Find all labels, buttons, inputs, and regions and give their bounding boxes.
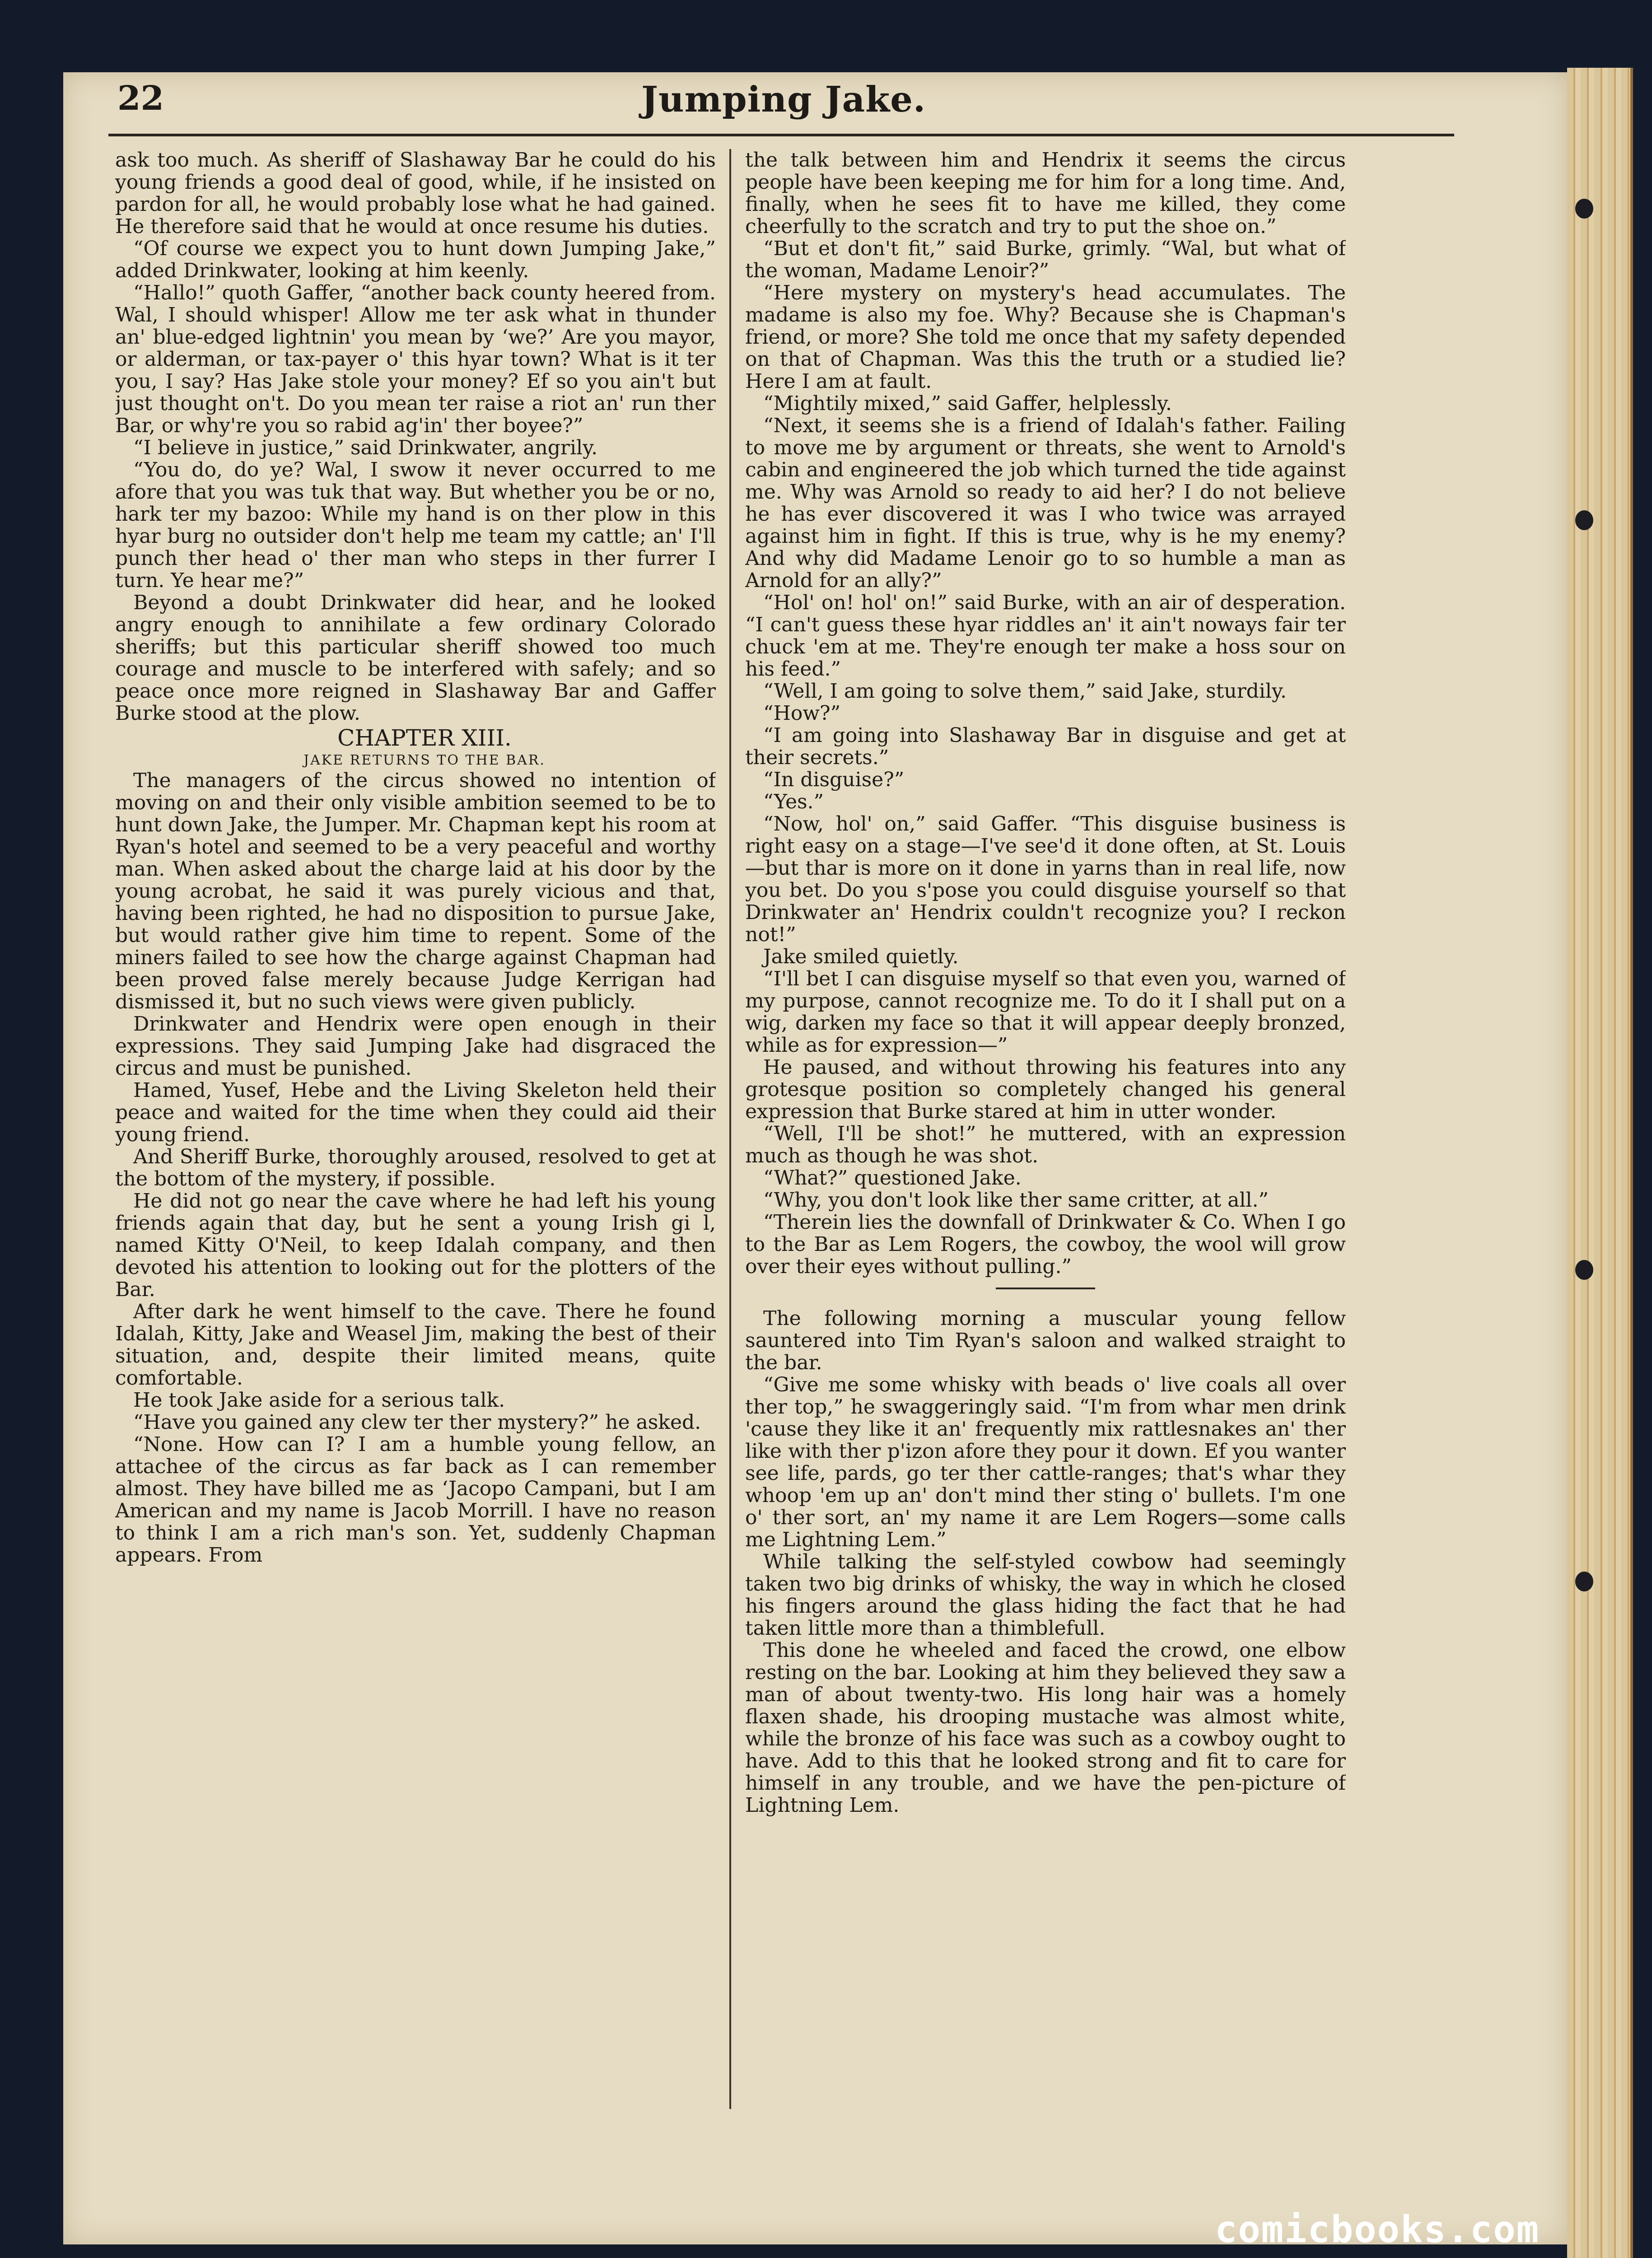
chapter-title: CHAPTER XIII. (337, 725, 512, 751)
paragraph: “Therein lies the downfall of Drinkwater & Co. When I go to the Bar as Lem Rogers, the cowboy, the wool will grow over their eyes without pulling.” (745, 1211, 1346, 1278)
paragraph: Hamed, Yusef, Hebe and the Living Skeleton held their peace and waited for the time when they could aid their young friend. (115, 1079, 716, 1146)
paragraph: “Give me some whisky with beads o' live coals all over ther top,” he swaggeringly said. “I'm from whar men drink 'cause they like it an' frequently mix rattlesnakes an' ther like with ther p'izon afore they pour it down. Ef you wanter see life, pards, go ter ther cattle-ranges; that's whar they whoop 'em up an' don't mind ther sting o' bullets. I'm one o' ther sort, an' my name it are Lem Rogers—some calls me Lightning Lem.” (745, 1373, 1346, 1551)
paragraph: The managers of the circus showed no intention of moving on and their only visible ambition seemed to be to hunt down Jake, the Jumper. Mr. Chapman kept his room at Ryan's hotel and seemed to be a very peaceful and worthy man. When asked about the charge laid at his door by the young acrobat, he said it was purely vicious and that, having been righted, he had no disposition to pursue Jake, but would rather give him time to repent. Some of the miners failed to see how the charge against Chapman had been proved false merely because Judge Kerrigan had dismissed it, but no such views were given publicly. (115, 769, 716, 1013)
paragraph: He took Jake aside for a serious talk. (133, 1389, 505, 1412)
paragraph: “Next, it seems she is a friend of Idalah's father. Failing to move me by argument or threats, she went to Arnold's cabin and engineered the job which turned the tide against me. Why was Arnold so ready to aid her? I do not believe he has ever discovered it was I who twice was arrayed against him in fight. If this is true, why is he my enemy? And why did Madame Lenoir go to so humble a man as Arnold for an ally?” (745, 414, 1346, 592)
binding-hole (1575, 510, 1593, 530)
paragraph: This done he wheeled and faced the crowd, one elbow resting on the bar. Looking at him they believed they saw a man of about twenty-two. His long hair was a homely flaxen shade, his drooping mustache was almost white, while the bronze of his face was such as a cowboy ought to have. Add to this that he looked strong and fit to care for himself in any trouble, and we have the pen-picture of Lightning Lem. (745, 1639, 1346, 1817)
paragraph: ask too much. As sheriff of Slashaway Bar he could do his young friends a good deal of good, while, if he insisted on pardon for all, he would probably lose what he had gained. He therefore said that he would at once resume his duties. (115, 149, 716, 238)
paragraph: “I am going into Slashaway Bar in disguise and get at their secrets.” (745, 724, 1346, 769)
paragraph: “Now, hol' on,” said Gaffer. “This disguise business is right easy on a stage—I've see'd it done often, at St. Louis—but thar is more on it done in yarns than in real life, now you bet. Do you s'pose you could disguise yourself so that Drinkwater an' Hendrix couldn't recognize you? I reckon not!” (745, 812, 1346, 946)
paragraph: “In disguise?” (763, 768, 905, 791)
header-rule (108, 134, 1454, 136)
paragraph: “I believe in justice,” said Drinkwater, angrily. (133, 436, 598, 459)
paragraph: After dark he went himself to the cave. There he found Idalah, Kitty, Jake and Weasel Jim, making the best of their situation, and, despite their limited means, quite comfortable. (115, 1300, 716, 1390)
paragraph: “What?” questioned Jake. (763, 1166, 1022, 1190)
paragraph: “Have you gained any clew ter ther mystery?” he asked. (133, 1411, 701, 1434)
paragraph: While talking the self-styled cowbow had seemingly taken two big drinks of whisky, the way in which he closed his fingers around the glass hiding the fact that he had taken little more than a thimblefull. (745, 1550, 1346, 1640)
paragraph: “Hallo!” quoth Gaffer, “another back county heered from. Wal, I should whisper! Allow me ter ask what in thunder an' blue-edged lightnin' you mean by ‘we?’ Are you mayor, or alderman, or tax-payer o' this hyar town? What is it ter you, I say? Has Jake stole your money? Ef so you ain't but just thought on't. Do you mean ter raise a riot an' run ther Bar, or why're you so rabid ag'in' ther boyee?” (115, 281, 716, 437)
right-column (745, 149, 1346, 2113)
column-divider (729, 149, 731, 2109)
paragraph: Beyond a doubt Drinkwater did hear, and he looked angry enough to annihilate a few ordinary Colorado sheriffs; but this particular sheriff showed too much courage and muscle to be interfered with safely; and so peace once more reigned in Slashaway Bar and Gaffer Burke stood at the plow. (115, 591, 716, 725)
page-header (117, 61, 1450, 129)
paragraph: “Of course we expect you to hunt down Jumping Jake,” added Drinkwater, looking at him keenly. (115, 237, 716, 282)
running-title: Jumping Jake. (641, 79, 926, 120)
paragraph: The following morning a muscular young fellow sauntered into Tim Ryan's saloon and walked straight to the bar. (745, 1307, 1346, 1374)
paragraph: “Yes.” (763, 790, 824, 813)
page-edges (1567, 68, 1633, 2258)
paragraph: “You do, do ye? Wal, I swow it never occurred to me afore that you was tuk that way. But whether you be or no, hark ter my bazoo: While my hand is on ther plow in this hyar burg no outsider don't help me team my cattle; an' I'll punch ther head o' ther man who steps in ther furrer I turn. Ye hear me?” (115, 458, 716, 592)
paragraph: “Well, I am going to solve them,” said Jake, sturdily. (763, 680, 1287, 703)
paragraph: Jake smiled quietly. (763, 945, 959, 968)
paragraph: “Here mystery on mystery's head accumulates. The madame is also my foe. Why? Because she is Chapman's friend, or more? She told me once that my safety depended on that of Chapman. Was this the truth or a studied lie? Here I am at fault. (745, 281, 1346, 393)
left-column (115, 149, 716, 2113)
paragraph: And Sheriff Burke, thoroughly aroused, resolved to get at the bottom of the mystery, if possible. (115, 1145, 716, 1190)
page-number: 22 (117, 79, 164, 118)
paragraph: “Mightily mixed,” said Gaffer, helplessly. (763, 392, 1172, 415)
paragraph: “None. How can I? I am a humble young fellow, an attachee of the circus as far back as I can remember almost. They have billed me as ‘Jacopo Campani, but I am American and my name is Jacob Morrill. I have no reason to think I am a rich man's son. Yet, suddenly Chapman appears. From (115, 1433, 716, 1567)
paragraph: “I'll bet I can disguise myself so that even you, warned of my purpose, cannot recognize me. To do it I shall put on a wig, darken my face so that it will appear deeply bronzed, while as for expression—” (745, 967, 1346, 1057)
scene-break-rule (996, 1288, 1095, 1289)
paragraph: He paused, and without throwing his features into any grotesque position so completely changed his general expression that Burke stared at him in utter wonder. (745, 1056, 1346, 1123)
paragraph: the talk between him and Hendrix it seems the circus people have been keeping me for him for a long time. And, finally, when he sees fit to have me killed, they come cheerfully to the scratch and try to put the shoe on.” (745, 149, 1346, 238)
paragraph: “Hol' on! hol' on!” said Burke, with an air of desperation. “I can't guess these hyar riddles an' it ain't noways fair ter chuck 'em at me. They're enough ter make a hoss sour on his feed.” (745, 591, 1346, 681)
paragraph: He did not go near the cave where he had left his young friends again that day, but he sent a young Irish gi l, named Kitty O'Neil, to keep Idalah company, and then devoted his attention to looking out for the plotters of the Bar. (115, 1190, 716, 1301)
paragraph: “But et don't fit,” said Burke, grimly. “Wal, but what of the woman, Madame Lenoir?” (745, 237, 1346, 282)
paragraph: Drinkwater and Hendrix were open enough in their expressions. They said Jumping Jake had disgraced the circus and must be punished. (115, 1012, 716, 1080)
paragraph: “Why, you don't look like ther same critter, at all.” (763, 1189, 1269, 1212)
site-watermark: comicbooks.com (1215, 2208, 1540, 2251)
paragraph: “How?” (763, 702, 841, 725)
paragraph: “Well, I'll be shot!” he muttered, with an expression much as though he was shot. (745, 1122, 1346, 1167)
binding-hole (1575, 1572, 1593, 1591)
binding-hole (1575, 1260, 1593, 1280)
binding-hole (1575, 199, 1593, 219)
chapter-subtitle: JAKE RETURNS TO THE BAR. (303, 752, 546, 768)
